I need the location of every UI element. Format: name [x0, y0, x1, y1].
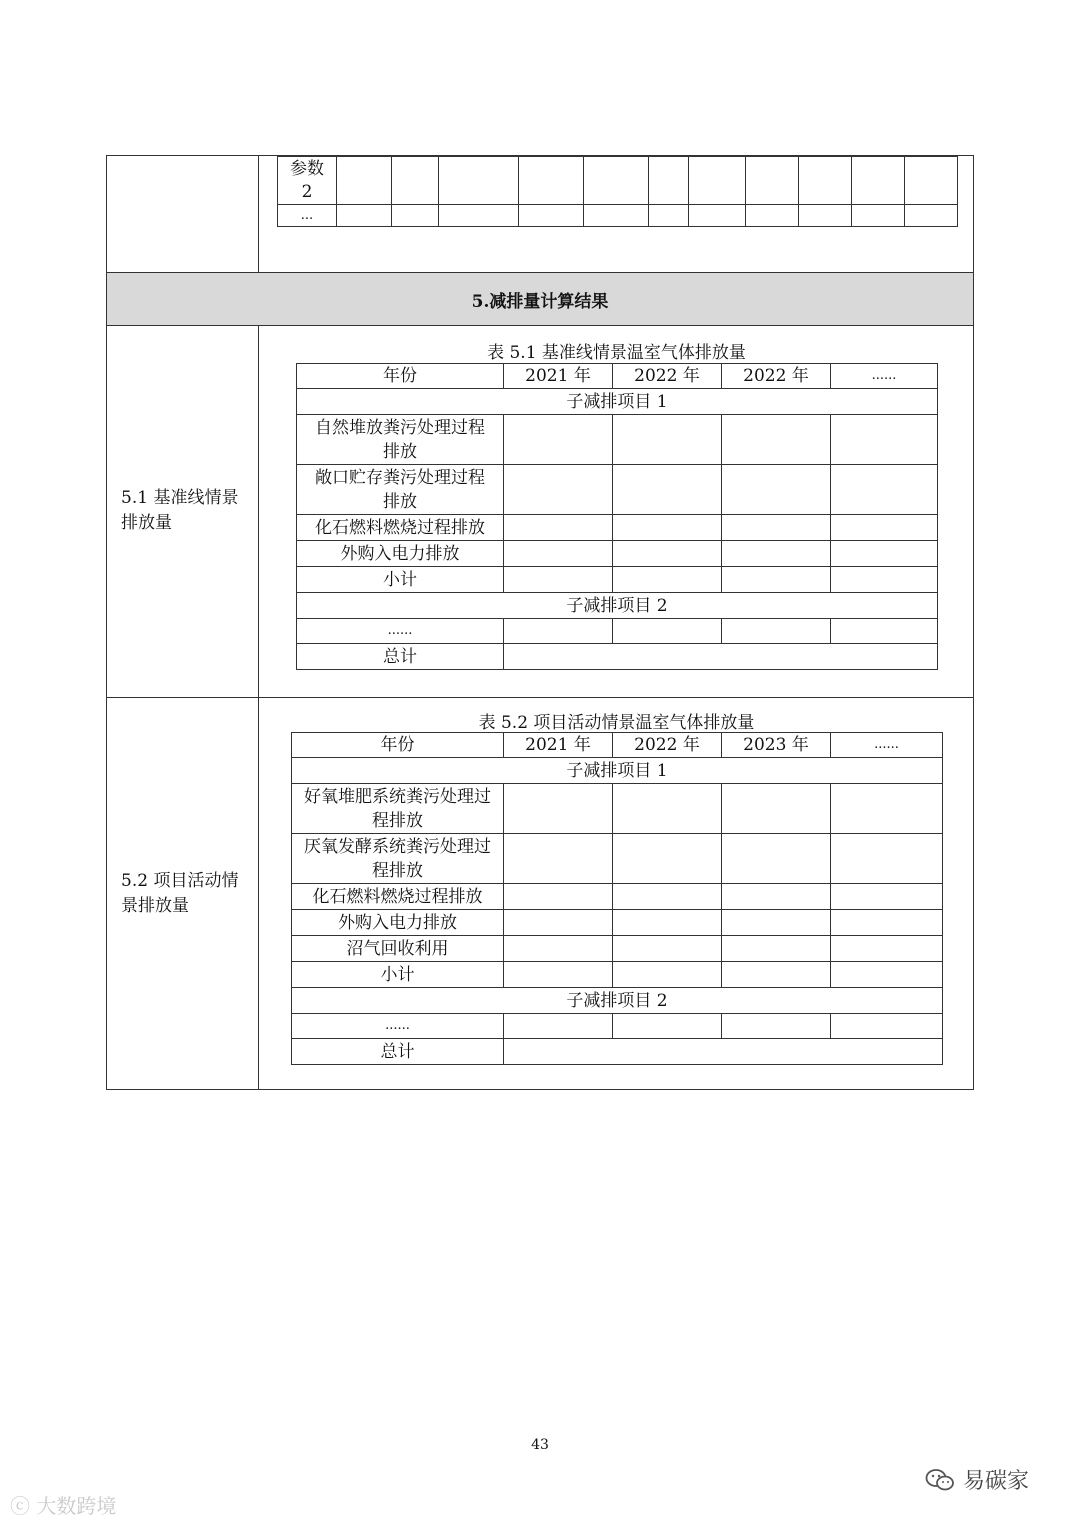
table-5-2-caption: 表 5.2 项目活动情景温室气体排放量 — [478, 713, 755, 733]
row-label: 好氧堆肥系统粪污处理过程排放 — [292, 784, 504, 834]
table-5-1 — [296, 363, 938, 670]
row-label: 厌氧发酵系统粪污处理过程排放 — [292, 834, 504, 884]
row-label: 小计 — [292, 962, 504, 988]
header-year: 年份 — [297, 364, 504, 389]
page-number: 43 — [531, 1437, 549, 1453]
table-5-2 — [291, 732, 943, 1065]
row-ellipsis: ...... — [297, 619, 504, 644]
row-total: 总计 — [292, 1039, 504, 1065]
sub-project-2: 子减排项目 2 — [297, 593, 938, 619]
watermark-left — [10, 1490, 116, 1519]
watermark-left-icon: ⓒ — [10, 1494, 30, 1518]
row-label: 沼气回收利用 — [292, 936, 504, 962]
header-col: 2021 年 — [504, 733, 613, 758]
section-title: 5.减排量计算结果 — [107, 272, 973, 326]
sub-project-2: 子减排项目 2 — [292, 988, 943, 1014]
watermark-right — [925, 1464, 1029, 1495]
outer-frame — [106, 155, 974, 1090]
watermark-left-text: 大数跨境 — [36, 1494, 117, 1518]
sub-project-1: 子减排项目 1 — [297, 389, 938, 415]
side-label-5-1: 5.1 基准线情景排放量 — [121, 488, 239, 533]
header-col: ...... — [831, 733, 943, 758]
row-label: 敞口贮存粪污处理过程排放 — [297, 465, 504, 515]
header-col: 2022 年 — [613, 364, 722, 389]
param-row-label-1: 参数 — [290, 158, 324, 179]
header-col: ...... — [831, 364, 938, 389]
row-label: 外购入电力排放 — [292, 910, 504, 936]
row-label: 化石燃料燃烧过程排放 — [292, 884, 504, 910]
table-5-1-caption: 表 5.1 基准线情景温室气体排放量 — [487, 343, 746, 363]
param-ellipsis: ... — [278, 205, 337, 227]
header-col: 2022 年 — [722, 364, 831, 389]
row-total: 总计 — [297, 644, 504, 670]
side-label-5-2: 5.2 项目活动情景排放量 — [121, 871, 239, 916]
row-label: 化石燃料燃烧过程排放 — [297, 515, 504, 541]
watermark-right-text: 易碳家 — [963, 1469, 1030, 1494]
header-year: 年份 — [292, 733, 504, 758]
wechat-icon — [925, 1468, 955, 1492]
param-row-label-2: 2 — [301, 181, 313, 202]
header-col: 2021 年 — [504, 364, 613, 389]
row-ellipsis: ...... — [292, 1014, 504, 1039]
param-row-label — [278, 157, 337, 205]
header-col: 2023 年 — [722, 733, 831, 758]
row-label: 小计 — [297, 567, 504, 593]
header-col: 2022 年 — [613, 733, 722, 758]
row-label: 自然堆放粪污处理过程排放 — [297, 415, 504, 465]
parameter-table — [277, 156, 958, 227]
row-label: 外购入电力排放 — [297, 541, 504, 567]
sub-project-1: 子减排项目 1 — [292, 758, 943, 784]
row-divider — [107, 697, 973, 698]
